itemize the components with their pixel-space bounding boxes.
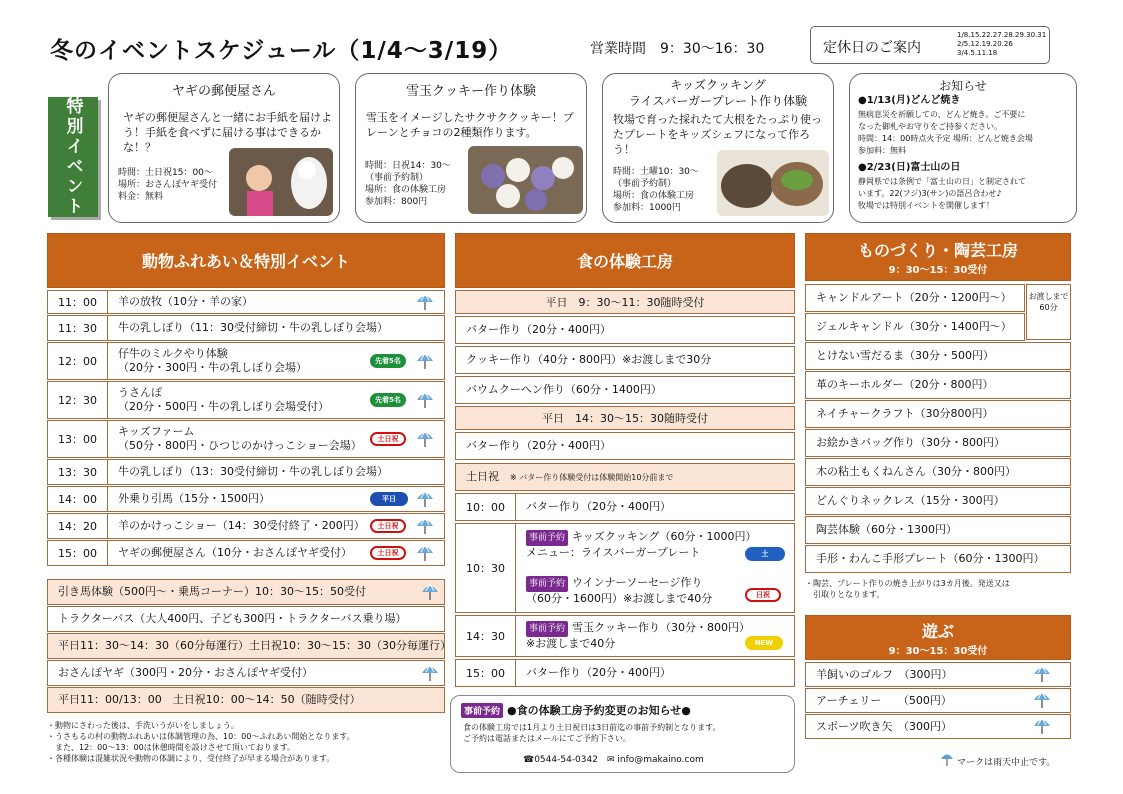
umbrella-icon	[1032, 664, 1052, 684]
schedule-row: 14：20 羊のかけっこショー（14：30受付終了・200円）	[47, 513, 445, 539]
badge: 土	[745, 547, 785, 561]
craft-item: 木の粘土もくねんさん（30分・800円）	[805, 458, 1071, 486]
card-kids-cooking: キッズクッキング ライスバーガープレート作り体験 牧場で育った採れたて大根をたっぷり使ったプレートをキッズシェフになって作ろう！ 時間：土曜10：30～ （事前予約制） 場所：食の体験工房 参加料：1000円	[602, 73, 834, 223]
play-item: 羊飼いのゴルフ （300円）	[805, 662, 1071, 687]
contact-info: ☎0544-54-0342 ✉ info@makaino.com	[523, 755, 704, 765]
food-weekend-header: 土日祝 ※ バター作り体験受付は体験開始10分前まで	[455, 463, 795, 491]
page-title: 冬のイベントスケジュール（1/4～3/19）	[50, 38, 513, 64]
umbrella-icon	[415, 351, 435, 371]
food-section-header: 食の体験工房	[455, 233, 795, 288]
closed-dates: 1/8.15.22.27.28.29.30.31 2/5.12.19.20.26 3/4.5.11.18	[957, 31, 1047, 57]
badge: 日祝	[745, 588, 781, 602]
business-hours: 営業時間 9：30～16：30	[590, 41, 765, 57]
card-details: 時間：土日祝15：00～ 場所：おさんぽヤギ受付 料金：無料	[118, 168, 218, 202]
umbrella-icon	[420, 663, 440, 683]
schedule-row: 12：30 うさんぽ （20分・500円・牛の乳しぼり会場受付）	[47, 381, 445, 419]
rice-burger-photo-icon	[717, 150, 829, 216]
badge: NEW	[745, 636, 783, 650]
card-title: ヤギの郵便屋さん	[171, 84, 276, 99]
food-row: 14：30 事前予約 雪玉クッキー作り（30分・800円） ※お渡しまで40分	[455, 615, 795, 657]
play-item: アーチェリー （500円）	[805, 688, 1071, 713]
craft-item: お絵かきバッグ作り（30分・800円）	[805, 429, 1071, 457]
schedule-row: 12：00 仔牛のミルクやり体験 （20分・300円・牛の乳しぼり会場）	[47, 342, 445, 380]
umbrella-icon	[415, 292, 435, 312]
umbrella-icon	[415, 429, 435, 449]
food-weekday-header: 平日 14：30～15：30随時受付	[455, 406, 795, 430]
craft-item: 陶芸体験（60分・1300円）	[805, 516, 1071, 544]
craft-item: キャンドルアート（20分・1200円～）	[805, 284, 1025, 312]
food-row: 10：30 事前予約 キッズクッキング（60分・1000円） メニュー：ライスバーガープレート 事前予約 ウインナーソーセージ作り （60分・1600円）※お渡しまで40分	[455, 523, 795, 613]
craft-item: とけない雪だるま（30分・500円）	[805, 342, 1071, 370]
food-row: 15：00 バター作り（20分・400円）	[455, 659, 795, 687]
umbrella-icon	[420, 582, 440, 602]
umbrella-icon	[415, 543, 435, 563]
umbrella-icon	[940, 752, 954, 768]
play-section-header: 遊ぶ 9：30～15：30受付	[805, 615, 1071, 660]
umbrella-icon	[415, 489, 435, 509]
closed-days-label: 定休日のご案内	[823, 40, 921, 56]
special-event-tag: 特別イベント	[48, 97, 98, 217]
schedule-row: 15：00 ヤギの郵便屋さん（10分・おさんぽヤギ受付）	[47, 540, 445, 566]
card-goat-postman: ヤギの郵便屋さん ヤギの郵便屋さんと一緒にお手紙を届けよう！手紙を食べずに届ける事はできるかな！？ 時間：土日祝15：00～ 場所：おさんぽヤギ受付 料金：無料	[108, 73, 340, 223]
schedule-row: 11：30 牛の乳しぼり（11：30受付締切・牛の乳しぼり会場）	[47, 315, 445, 341]
food-row: バター作り（20分・400円）	[455, 316, 795, 344]
food-row: 10：00 バター作り（20分・400円）	[455, 493, 795, 521]
badge: 先着5名	[370, 354, 406, 368]
play-item: スポーツ吹き矢 （300円）	[805, 714, 1071, 739]
extra-activity-row: 平日11：00/13：00 土日祝10：00～14：50（随時受付）	[47, 687, 445, 713]
card-snowball-cookie: 雪玉クッキー作り体験 雪玉をイメージしたサクサククッキー！プレーンとチョコの2種類作ります。 時間：日祝14：30～ （事前予約制） 場所：食の体験工房 参加料：800円	[355, 73, 587, 223]
craft-section-header: ものづくり・陶芸工房 9：30～15：30受付	[805, 233, 1071, 281]
animal-section-header: 動物ふれあい＆特別イベント	[47, 233, 445, 288]
badge: 土日祝	[370, 546, 406, 560]
umbrella-icon	[415, 516, 435, 536]
umbrella-icon	[1032, 690, 1052, 710]
schedule-row: 11：00 羊の放牧（10分・羊の家）	[47, 290, 445, 314]
craft-item: ジェルキャンドル（30分・1400円～）	[805, 313, 1025, 341]
schedule-row: 13：30 牛の乳しぼり（13：30受付締切・牛の乳しぼり会場）	[47, 459, 445, 485]
schedule-row: 13：00 キッズファーム （50分・800円・ひつじのかけっこショー会場）	[47, 420, 445, 458]
food-weekday-header: 平日 9：30～11：30随時受付	[455, 290, 795, 314]
food-row: クッキー作り（40分・800円）※お渡しまで30分	[455, 346, 795, 374]
extra-activity-row: おさんぽヤギ（300円・20分・おさんぽヤギ受付）	[47, 660, 445, 686]
food-row: バウムクーヘン作り（60分・1400円）	[455, 376, 795, 404]
craft-side-note: お渡しまで60分	[1026, 284, 1071, 340]
food-notice-box: 事前予約 ●食の体験工房予約変更のお知らせ● 食の体験工房では1月より土日祝日は3日前迄の事前予約制となります。 ご予約は電話またはメールにてご予約下さい。 ☎0544-54-0342 ✉ info@makaino.com	[450, 695, 795, 773]
extra-activity-row: 引き馬体験（500円～・乗馬コーナー）10：30～15：50受付	[47, 579, 445, 605]
badge: 土日祝	[370, 519, 406, 533]
badge: 先着5名	[370, 393, 406, 407]
badge: 土日祝	[370, 432, 406, 446]
craft-item: どんぐりネックレス（15分・300円）	[805, 487, 1071, 515]
schedule-row: 14：00 外乗り引馬（15分・1500円）	[47, 486, 445, 512]
card-notice: お知らせ ●1/13(月)どんど焼き 無病息災を祈願しての、どんど焼き。ご不要に なった御札やお守りをご持参ください。 時間：14：00時点火予定 場所：どんど焼き会場 参加料：無料 ●2/23(日)富士山の日 静岡県では条例で「富士山の日」と制定されて います。22(フジ)3(サン)の語呂合わせ♪ 牧場では特別イベントを開催します！	[849, 73, 1077, 223]
craft-item: ネイチャークラフト（30分800円）	[805, 400, 1071, 428]
craft-item: 革のキーホルダー（20分・800円）	[805, 371, 1071, 399]
craft-item: 手形・わんこ手形プレート（60分・1300円）	[805, 545, 1071, 573]
extra-activity-row: トラクターバス（大人400円、子ども300円・トラクターバス乗り場）	[47, 606, 445, 632]
badge: 平日	[370, 492, 408, 506]
umbrella-icon	[1032, 716, 1052, 736]
animal-notes: ・動物にさわった後は、手洗いうがいをしましょう。 ・うさもるの村の動物ふれあいは体調管理の為、10：00～ふれあい開始となります。 また、12：00～13：00は休憩時間を設けさせて頂いております。 ・各種体験は混雑状況や動物の体調により、受付終了が早まる場合があります。	[47, 721, 355, 763]
extra-activity-row: 平日11：30～14：30（60分毎運行）土日祝10：30～15：30（30分毎運行）	[47, 633, 445, 659]
food-row: バター作り（20分・400円）	[455, 432, 795, 460]
cookie-photo-icon	[468, 146, 583, 214]
goat-photo-icon	[229, 148, 333, 216]
umbrella-icon	[415, 390, 435, 410]
legend-text: マークは雨天中止です。	[957, 758, 1056, 768]
